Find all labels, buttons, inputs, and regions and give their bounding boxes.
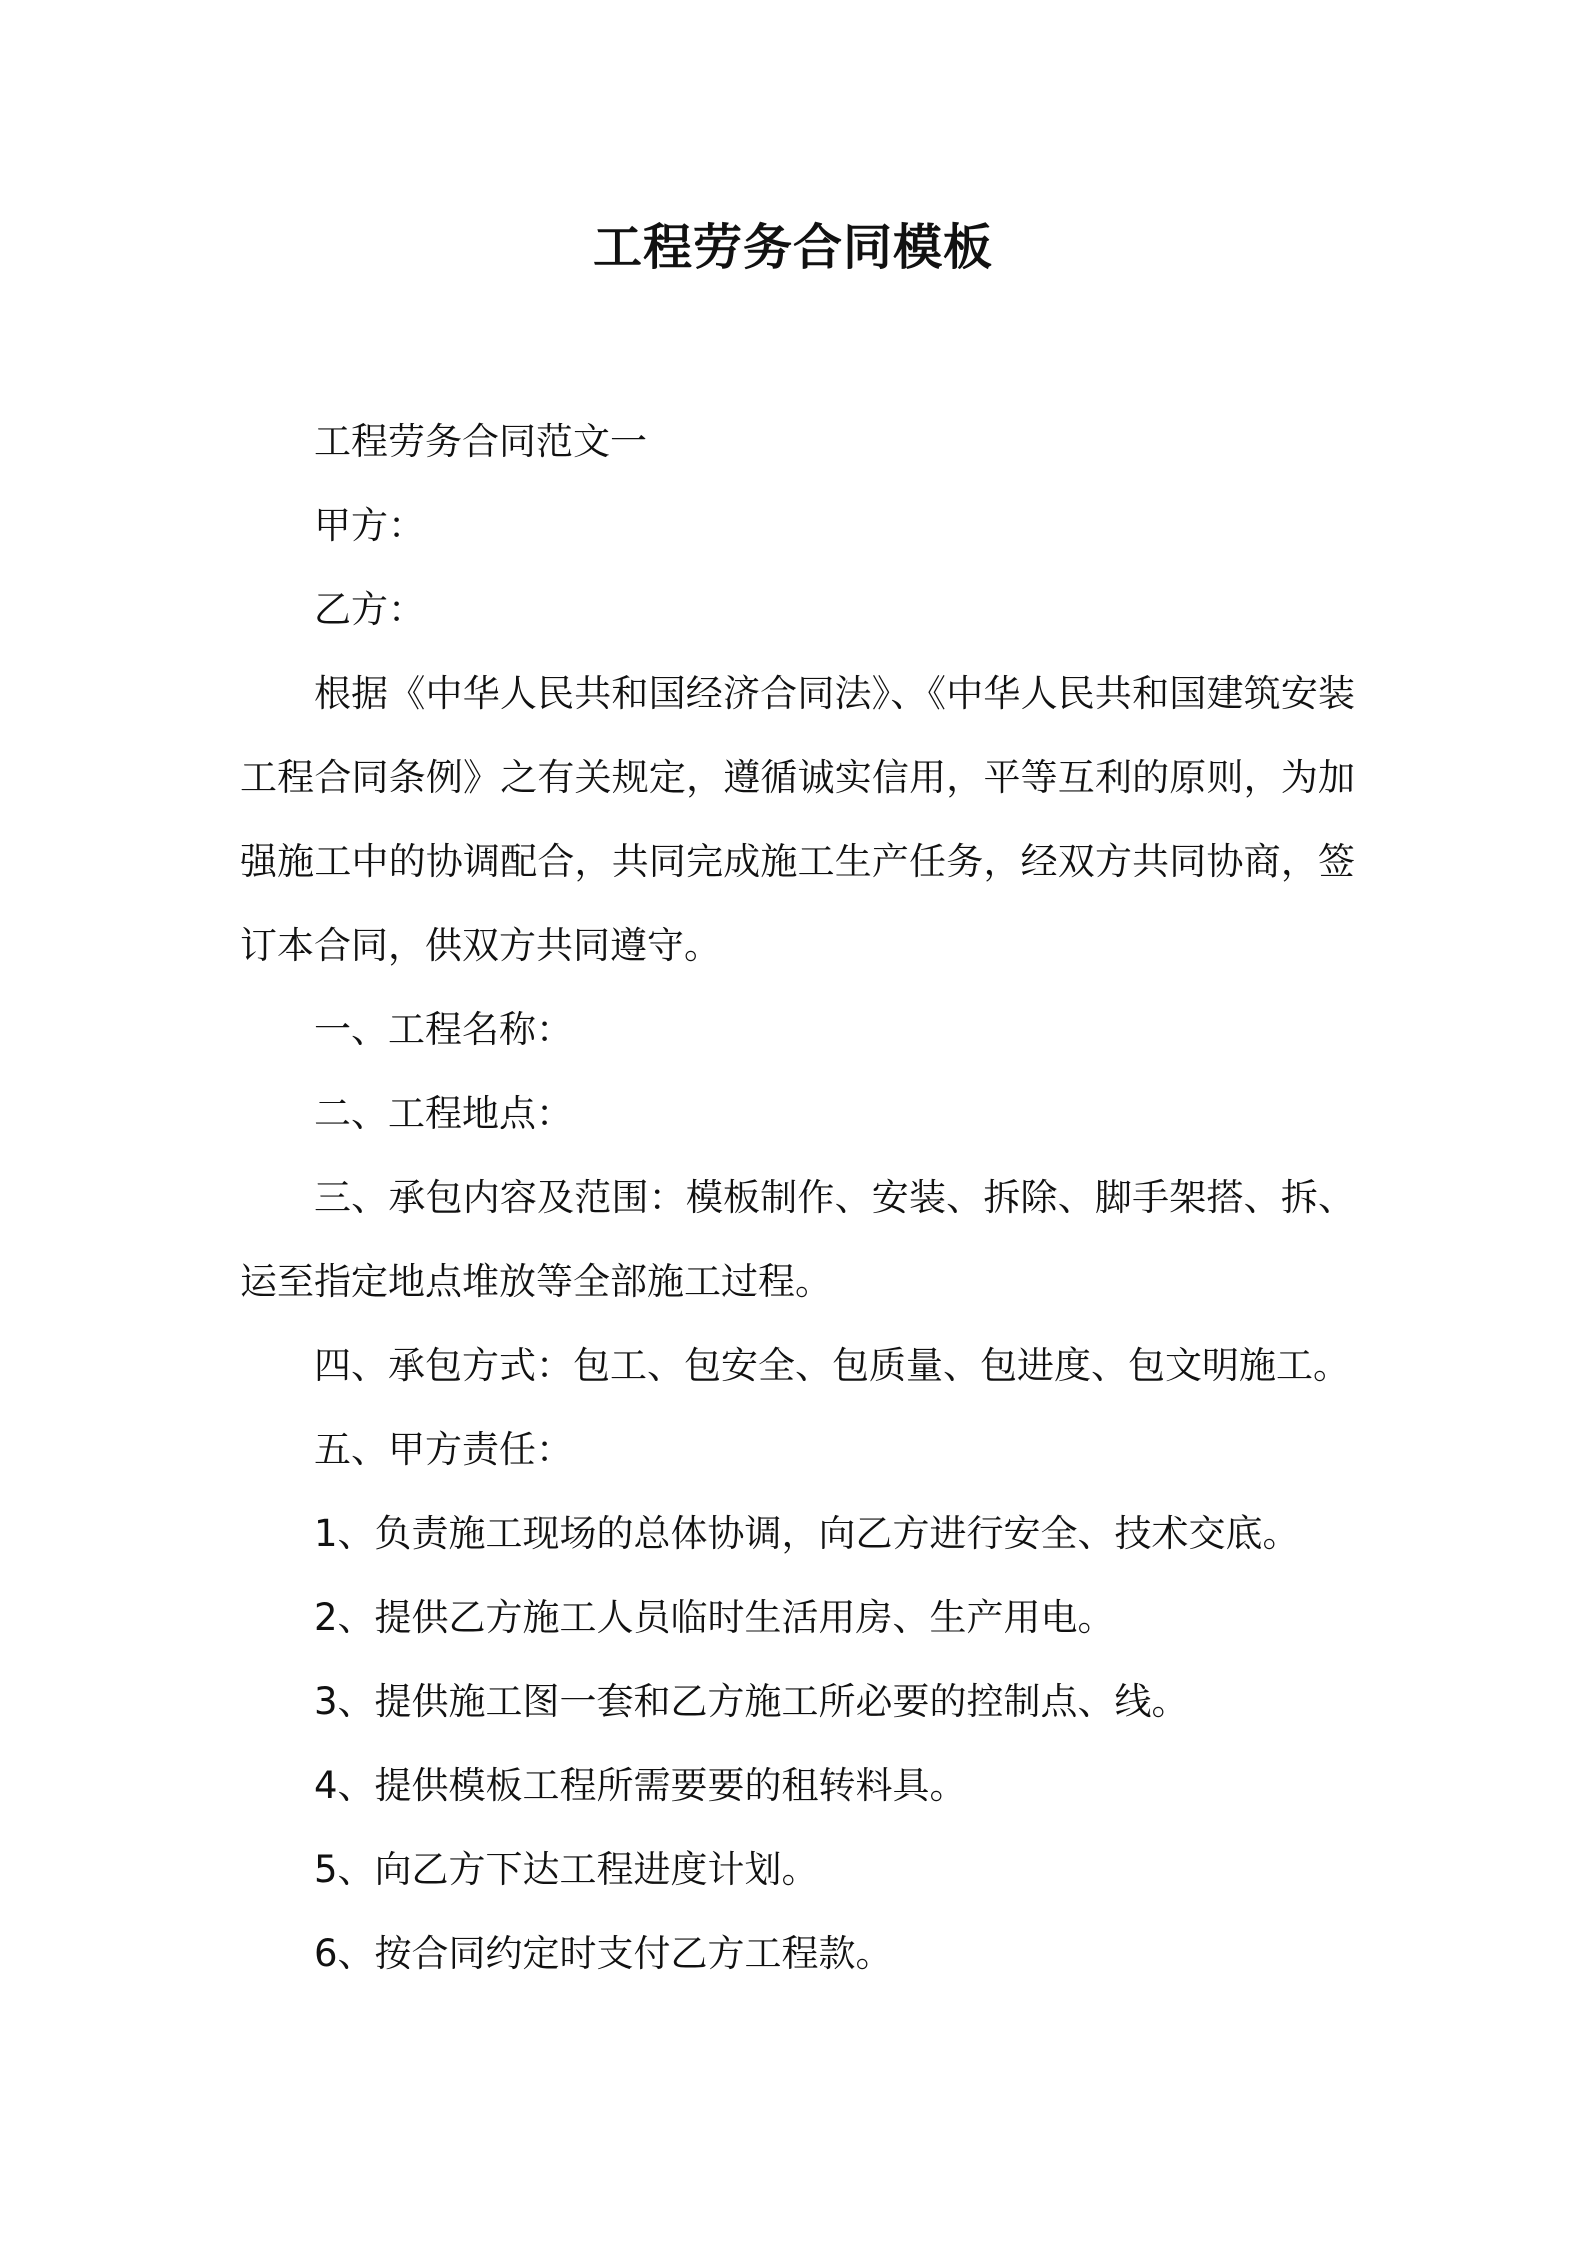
duty-item-2: 2、提供乙方施工人员临时生活用房、生产用电。 <box>314 1596 1115 1639</box>
section-heading: 工程劳务合同范文一 <box>314 420 647 463</box>
clause-contract-method: 四、承包方式：包工、包安全、包质量、包进度、包文明施工。 <box>314 1344 1350 1387</box>
document-body <box>240 400 1355 1996</box>
clause-scope: 三、承包内容及范围：模板制作、安装、拆除、脚手架搭、拆、运至指定地点堆放等全部施工过程。 <box>240 1176 1355 1303</box>
document-title: 工程劳务合同模板 <box>592 219 993 276</box>
duty-item-3: 3、提供施工图一套和乙方施工所必要的控制点、线。 <box>314 1680 1189 1723</box>
clause-party-a-duties: 五、甲方责任： <box>314 1428 573 1471</box>
duty-item-4: 4、提供模板工程所需要要的租转料具。 <box>314 1764 967 1807</box>
clause-project-location: 二、工程地点： <box>314 1092 573 1135</box>
party-a-line: 甲方： <box>314 504 425 547</box>
duty-item-6: 6、按合同约定时支付乙方工程款。 <box>314 1932 893 1975</box>
duty-item-1: 1、负责施工现场的总体协调，向乙方进行安全、技术交底。 <box>314 1512 1300 1555</box>
party-b-line: 乙方： <box>314 588 425 631</box>
preamble-paragraph: 根据《中华人民共和国经济合同法》、《中华人民共和国建筑安装工程合同条例》之有关规定，遵循诚实信用，平等互利的原则，为加强施工中的协调配合，共同完成施工生产任务，经双方共同协商，签订本合同，供双方共同遵守。 <box>240 672 1355 967</box>
clause-project-name: 一、工程名称： <box>314 1008 573 1051</box>
duty-item-5: 5、向乙方下达工程进度计划。 <box>314 1848 819 1891</box>
